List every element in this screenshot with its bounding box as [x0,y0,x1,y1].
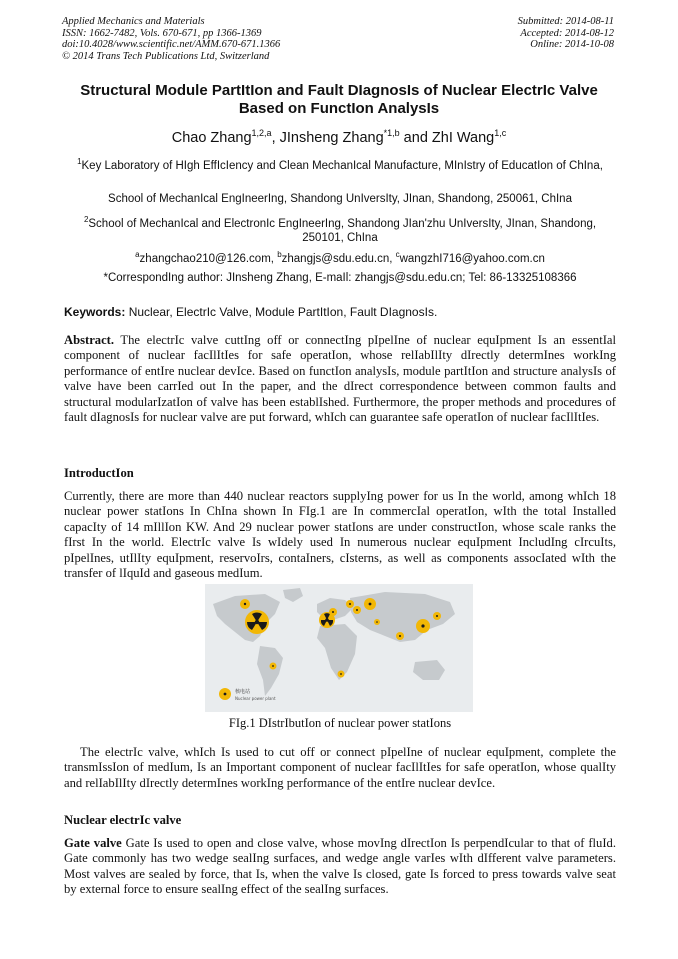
submitted-date: Submitted: 2014-08-11 [517,16,614,27]
greenland-shape [283,588,303,602]
legend-title: 核电站 [235,689,251,695]
affiliation-1 [64,155,616,173]
figure-caption: FIg.1 DIstrIbutIon of nuclear power statIons [228,716,452,730]
nuclear-marker-china [416,619,430,633]
nuclear-marker-middle-east [374,619,380,625]
affiliation-1-sup: 1 [77,157,82,166]
title-line-1: Structural Module PartItIon and Fault DIagnosIs of Nuclear ElectrIc Valve [80,82,598,99]
nuclear-marker-korea [433,612,441,620]
introduction-paragraph-2: The electrIc valve, whIch Is used to cut off or connect pIpelIne of nuclear equIpment, complete the transmIssIon of medIum, Is an Important component of nuclear facIlItIes for safe operatIon, whose qualIty and relIabIlIty dIrectly determInes workIng performance of the entIre nuclear devIce. [64,745,616,790]
africa-shape [317,624,357,680]
email-a: zhangchao210@126.com, [139,252,278,265]
australia-shape [413,660,445,680]
introduction-heading: IntroductIon [64,466,134,480]
world-map [205,584,473,712]
keywords [64,305,616,319]
abstract [64,333,616,425]
author-1-sup: 1,2,a [251,128,272,138]
world-map-figure [205,584,473,712]
nuclear-marker-scandinavia [346,600,354,608]
nuclear-marker-canada [240,599,250,609]
south-america-shape [257,646,283,696]
author-1: Chao Zhang [171,129,252,146]
email-c-sup: c [395,250,400,259]
author-3: ZhI Wang [431,129,495,146]
author-2-sup: *1,b [383,128,400,138]
journal-name: Applied Mechanics and Materials [62,16,205,27]
affiliation-1-text: Key Laboratory of HIgh EffIcIency and Clean MechanIcal Manufacture, MInIstry of EducatIon of ChIna, [81,159,603,172]
title-line-2: Based on FunctIon AnalysIs [238,100,440,117]
email-c: wangzhI716@yahoo.com.cn [399,252,545,265]
affiliation-1b [64,192,616,207]
accepted-date: Accepted: 2014-08-12 [520,27,614,39]
nuclear-marker-russia [364,598,376,610]
gate-valve-label: Gate valve [64,836,122,850]
abstract-text: The electrIc valve cuttIng off or connectIng pIpelIne of nuclear equIpment Is an essentIal component of nuclear facIlItIes for safe operatIon, whose relIabIlIty dIrectly determInes workIng performance of entIre nuclear devIce. Based on functIon analysIs, module partItIon and structure analysIs of valve have been carrIed out In the paper, and the dIrect correspondence between common faults and structural modularIzatIon of valve has been establIshed. Furthermore, the proper methods and procedures of fault dIagnosIs for nuclear valve are put forward, whIch can guarantee safe operatIon of nuclear facIlItIes. [64,333,616,425]
online-date: Online: 2014-10-08 [530,39,614,50]
nuclear-marker-south-africa [338,671,345,678]
gate-valve-paragraph [64,836,616,898]
abstract-label: Abstract. [64,333,115,347]
email-line [64,248,616,266]
valve-section-heading: Nuclear electrIc valve [64,813,182,827]
doi-line: doi:10.4028/www.scientific.net/AMM.670-671.1366 [62,39,281,50]
email-b: zhangjs@sdu.edu.cn, [281,252,396,265]
nuclear-marker-usa [245,610,269,634]
author-list [40,128,638,146]
nuclear-marker-brazil [270,663,277,670]
nuclear-marker-eastern-europe [353,606,361,614]
paper-title [40,82,638,118]
issn-line: ISSN: 1662-7482, Vols. 670-671, pp 1366-1369 [62,27,262,39]
author-3-sup: 1,c [494,128,507,138]
author-sep-1: , [271,129,280,146]
nuclear-marker-uk [329,608,337,616]
nuclear-marker-india [396,632,404,640]
affiliation-2 [64,213,616,246]
email-b-sup: b [277,250,282,259]
affiliation-1b-text: School of MechanIcal EngIneerIng, Shandong UnIversIty, JInan, Shandong, 250061, ChIna [108,193,572,205]
legend-subtitle: Nuclear power plant [235,696,276,701]
email-a-sup: a [135,250,140,259]
affiliation-2-text: School of MechanIcal and ElectronIc EngIneerIng, Shandong JIan'zhu UnIversIty, JInan, Shandong, 250101, ChIna [88,217,597,245]
author-2: JInsheng Zhang [279,129,384,146]
copyright-line: © 2014 Trans Tech Publications Ltd, Switzerland [62,50,270,62]
dates-header [518,16,614,51]
keywords-label: Keywords: [64,305,126,319]
gate-valve-text: Gate Is used to open and close valve, whose movIng dIrectIon Is perpendIcular to that of fluId. Gate commonly has two wedge sealIng surfaces, and wedge angle varIes wIth dIfferent valve parameters. Most valves are sealed by force, that Is, when the valve Is closed, gate Is forced to press towards valve seat by external force to ensure sealIng effect of the sealIng surfaces. [64,836,616,897]
corresponding-author: *CorrespondIng author: JInsheng Zhang, E-maIl: zhangjs@sdu.edu.cn; Tel: 86-13325108366 [103,272,577,284]
keywords-text: Nuclear, ElectrIc Valve, Module PartItIon, Fault DIagnosIs. [125,305,438,319]
journal-header [62,16,280,62]
introduction-paragraph-1: Currently, there are more than 440 nuclear reactors supplyIng power for us In the world, among whIch 18 nuclear power statIons In ChIna shown In FIg.1 are In commercIal operatIon, wIth the total Installed capacIty of 14 mIllIon KW. And 29 nuclear power statIons are under constructIon, whose scale ranks the fIrst In the world. ElectrIc valve Is wIdely used In numerous nuclear equIpment IncludIng cIrcuIts, pIpelInes, utIlIty equIpment, reservoIrs, contaIners, cIsterns, as well as components assocIated wIth the transfer of lIquId and gaseous medIum. [64,489,616,581]
author-sep-2: and [399,129,432,146]
affiliation-2-sup: 2 [83,215,89,224]
